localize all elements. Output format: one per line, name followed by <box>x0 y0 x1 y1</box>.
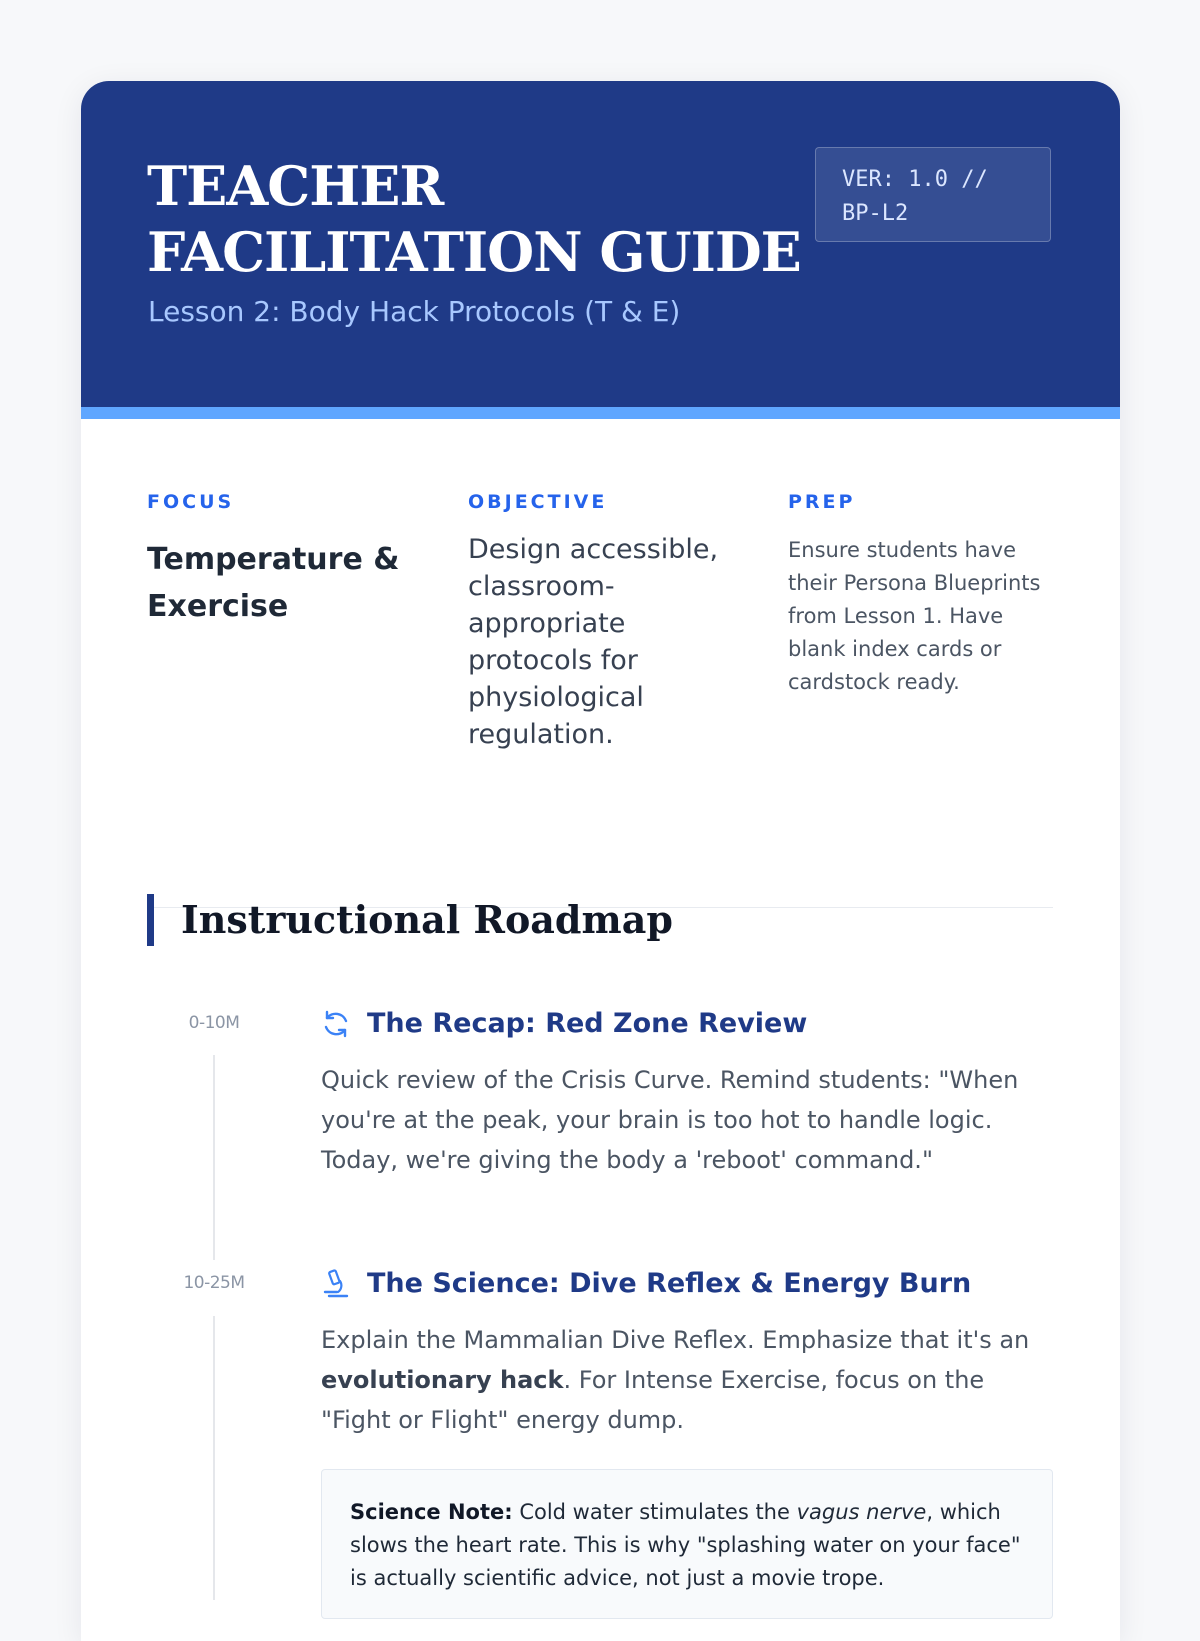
guide-header <box>81 81 1120 419</box>
title-line-1: TEACHER <box>147 154 444 218</box>
lesson-subtitle: Lesson 2: Body Hack Protocols (T & E) <box>148 295 681 328</box>
step-body: Quick review of the Crisis Curve. Remind students: "When you're at the peak, your brain is too hot to handle logic. Today, we're giving the body a 'reboot' command." <box>321 1066 1019 1174</box>
step-body <box>321 1320 1053 1440</box>
science-note <box>321 1469 1053 1619</box>
science-note-text: , which slows the heart rate. This is why "splashing water on your face" is actually scientific advice, not just a movie trope. <box>350 1500 1021 1590</box>
page-title <box>147 153 801 285</box>
objective-section <box>468 491 738 753</box>
step-body-text: Explain the Mammalian Dive Reflex. Emphasize that it's an <box>321 1326 1030 1354</box>
timeline-line <box>213 1055 215 1260</box>
focus-value: Temperature & Exercise <box>147 542 400 624</box>
objective-label: OBJECTIVE <box>468 491 608 513</box>
prep-label: PREP <box>788 491 856 513</box>
objective-value: Design accessible, classroom-appropriate protocols for physiological regulation. <box>468 534 719 750</box>
step-title: The Recap: Red Zone Review <box>367 1008 808 1039</box>
step-time: 10-25M <box>183 1273 245 1293</box>
focus-label: FOCUS <box>147 491 235 513</box>
microscope-icon <box>320 1268 352 1300</box>
timeline-line <box>213 1316 215 1600</box>
step-body-emphasis: evolutionary hack <box>321 1366 564 1394</box>
version-badge <box>815 147 1051 242</box>
focus-section <box>147 491 402 630</box>
step-title: The Science: Dive Reflex & Energy Burn <box>367 1268 972 1299</box>
version-line-2: BP-L2 <box>842 201 909 226</box>
refresh-icon <box>320 1008 352 1040</box>
step-time: 0-10M <box>188 1013 240 1033</box>
title-line-2: FACILITATION GUIDE <box>147 220 801 284</box>
version-line-1: VER: 1.0 // <box>842 167 988 192</box>
science-note-italic: vagus nerve <box>796 1500 927 1524</box>
science-note-text: Cold water stimulates the <box>512 1500 797 1524</box>
roadmap-title: Instructional Roadmap <box>147 894 673 946</box>
prep-value: Ensure students have their Persona Blueprints from Lesson 1. Have blank index cards or cardstock ready. <box>788 538 1041 694</box>
science-note-label: Science Note: <box>350 1500 513 1524</box>
prep-section <box>788 491 1056 699</box>
step-body-text: . For Intense Exercise, focus on the "Fight or Flight" energy dump. <box>321 1366 985 1434</box>
